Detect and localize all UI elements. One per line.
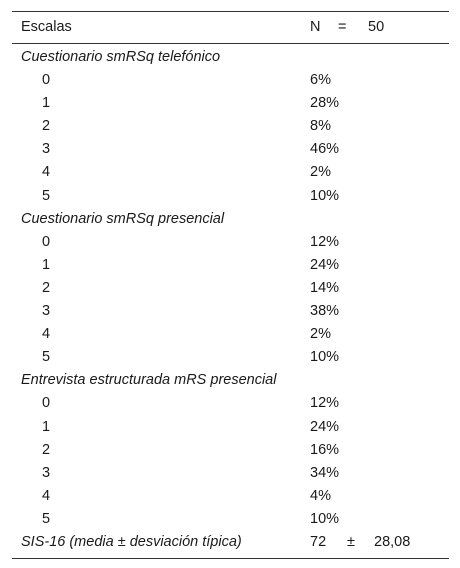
row-label: 3 bbox=[42, 303, 51, 320]
table-row bbox=[12, 185, 449, 208]
table-header bbox=[12, 12, 449, 44]
table-row bbox=[12, 300, 449, 323]
row-label: 0 bbox=[42, 395, 51, 412]
table-row bbox=[12, 323, 449, 346]
header-n-value: 50 bbox=[368, 19, 385, 35]
row-label: 1 bbox=[42, 418, 51, 435]
row-value: 38% bbox=[310, 303, 340, 320]
section-title-label: Entrevista estructurada mRS presencial bbox=[21, 372, 277, 389]
row-label: 1 bbox=[42, 95, 51, 112]
row-value: 34% bbox=[310, 464, 340, 481]
row-label: 3 bbox=[42, 141, 51, 158]
header-n-label: N bbox=[310, 19, 321, 35]
sis16-row bbox=[12, 531, 449, 554]
table-row bbox=[12, 69, 449, 92]
row-label: 0 bbox=[42, 233, 51, 250]
row-label: 4 bbox=[42, 326, 51, 343]
row-label: 4 bbox=[42, 164, 51, 181]
table-row bbox=[12, 508, 449, 531]
row-value: 24% bbox=[310, 256, 340, 273]
table-row bbox=[12, 161, 449, 184]
row-value: 12% bbox=[310, 233, 340, 250]
section-title bbox=[12, 369, 449, 392]
sis16-mean: 72 bbox=[310, 533, 327, 550]
row-value: 12% bbox=[310, 395, 340, 412]
results-table bbox=[12, 11, 449, 559]
table-row bbox=[12, 439, 449, 462]
section-title-label: Cuestionario smRSq telefónico bbox=[21, 49, 221, 65]
row-value: 24% bbox=[310, 418, 340, 435]
row-value: 10% bbox=[310, 510, 340, 527]
row-value: 28% bbox=[310, 95, 340, 112]
row-value: 8% bbox=[310, 118, 331, 135]
row-value: 14% bbox=[310, 279, 340, 296]
section-title bbox=[12, 46, 449, 69]
table-row bbox=[12, 277, 449, 300]
row-value: 16% bbox=[310, 441, 340, 458]
header-escalas: Escalas bbox=[21, 19, 72, 35]
row-value: 10% bbox=[310, 349, 340, 366]
row-label: 2 bbox=[42, 441, 51, 458]
header-equals: = bbox=[338, 19, 347, 35]
section-title-label: Cuestionario smRSq presencial bbox=[21, 210, 225, 227]
row-value: 2% bbox=[310, 326, 331, 343]
row-label: 2 bbox=[42, 118, 51, 135]
table-row bbox=[12, 254, 449, 277]
row-value: 10% bbox=[310, 187, 340, 204]
table-row bbox=[12, 115, 449, 138]
sis16-plus-minus: ± bbox=[347, 533, 355, 550]
row-value: 46% bbox=[310, 141, 340, 158]
table-row bbox=[12, 346, 449, 369]
row-label: 4 bbox=[42, 487, 51, 504]
sis16-sd: 28,08 bbox=[374, 533, 411, 550]
table-row bbox=[12, 231, 449, 254]
table-body bbox=[12, 44, 449, 558]
table-row bbox=[12, 138, 449, 161]
row-value: 6% bbox=[310, 72, 331, 89]
row-value: 4% bbox=[310, 487, 331, 504]
table-row bbox=[12, 392, 449, 415]
table-row bbox=[12, 485, 449, 508]
row-label: 3 bbox=[42, 464, 51, 481]
row-label: 5 bbox=[42, 187, 51, 204]
table-row bbox=[12, 416, 449, 439]
sis16-label: SIS-16 (media ± desviación típica) bbox=[21, 533, 242, 550]
row-label: 5 bbox=[42, 510, 51, 527]
row-label: 5 bbox=[42, 349, 51, 366]
table-row bbox=[12, 462, 449, 485]
row-label: 1 bbox=[42, 256, 51, 273]
section-title bbox=[12, 208, 449, 231]
row-label: 0 bbox=[42, 72, 51, 89]
table-row bbox=[12, 92, 449, 115]
row-label: 2 bbox=[42, 279, 51, 296]
row-value: 2% bbox=[310, 164, 331, 181]
